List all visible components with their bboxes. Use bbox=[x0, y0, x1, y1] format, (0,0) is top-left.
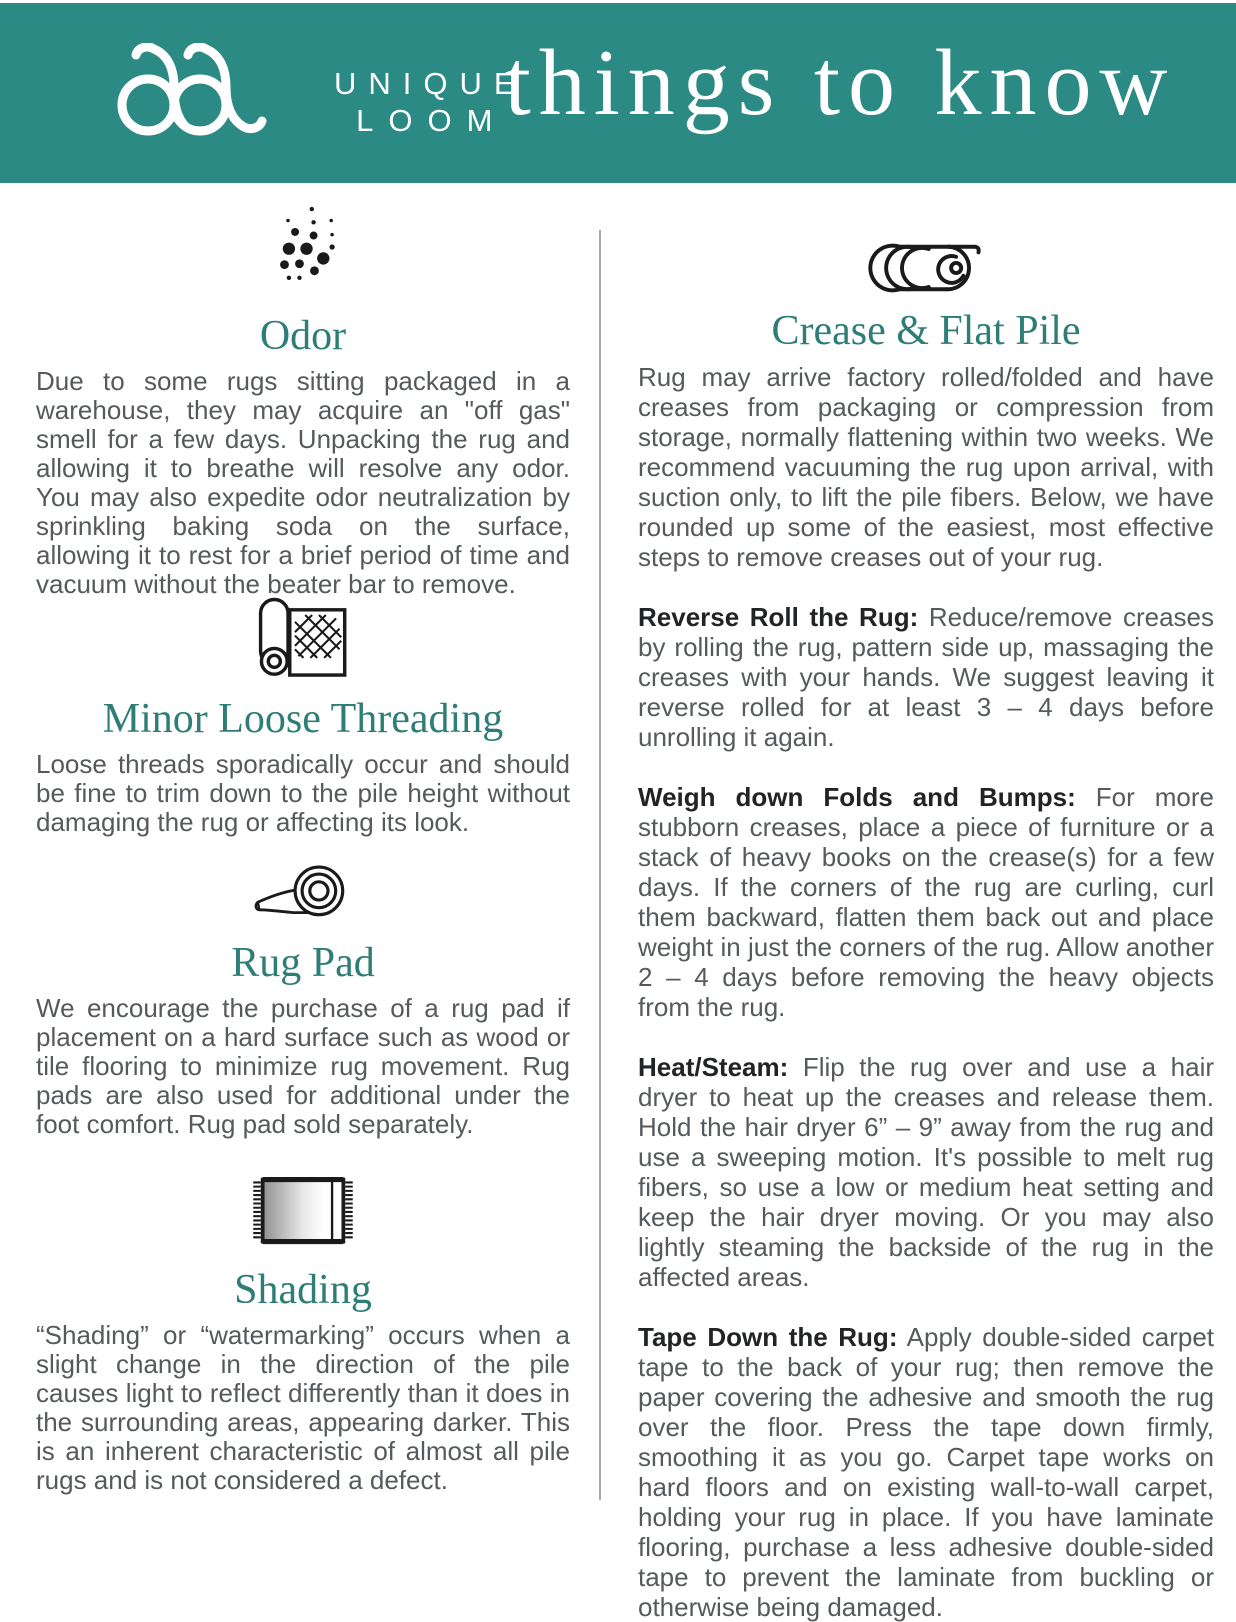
section-body: Due to some rugs sitting packaged in a warehouse, they may acquire an "off gas" smell for a few days. Unpacking the rug and allowing it to breathe will resolve any odor. You may also expedite odor neutralization by sprinkling baking soda on the surface, allowing it to rest for a brief period of time and vacuum without the beater bar to remove. bbox=[36, 366, 570, 599]
rug-pad-roll-icon bbox=[36, 858, 570, 928]
header-banner bbox=[0, 3, 1236, 183]
tip-text: Reduce/remove creases by rolling the rug, pattern side up, massaging the creases with your hands. We suggest leaving it reverse rolled for at least 3 – 4 days before unrolling it again. bbox=[638, 602, 1214, 752]
section-body: We encourage the purchase of a rug pad if placement on a hard surface such as wood or tile flooring to minimize rug movement. Rug pads are also used for additional under the foot comfort. Rug pad sold separately. bbox=[36, 993, 570, 1139]
tip-text: Apply double-sided carpet tape to the back of your rug; then remove the paper covering the adhesive and smooth the rug over the floor. Press the tape down firmly, smoothing it as you go. Carpet tape works on hard floors and on existing wall-to-wall carpet, holding your rug in place. If you have laminate flooring, purchase a less adhesive double-sided tape to prevent the laminate from buckling or otherwise being damaged. bbox=[638, 1322, 1215, 1622]
tip-reverse-roll bbox=[638, 602, 1214, 752]
section-minor-loose-threading bbox=[36, 596, 570, 837]
shaded-rug-icon bbox=[36, 1172, 570, 1251]
section-rug-pad bbox=[36, 858, 570, 1139]
column-divider bbox=[599, 230, 601, 1500]
tip-weigh-down bbox=[638, 782, 1214, 1022]
section-heading: Rug Pad bbox=[231, 940, 375, 986]
section-body: Loose threads sporadically occur and should be fine to trim down to the pile height without damaging the rug or affecting its look. bbox=[36, 749, 570, 837]
unique-loom-monogram-icon bbox=[108, 43, 318, 143]
section-crease-flat-pile bbox=[638, 240, 1214, 1622]
section-odor bbox=[36, 202, 570, 599]
tip-label: Tape Down the Rug: bbox=[638, 1322, 898, 1352]
tip-heat-steam bbox=[638, 1052, 1214, 1292]
brand-line-1: UNIQUE bbox=[334, 66, 527, 101]
section-shading bbox=[36, 1172, 570, 1495]
tip-label: Weigh down Folds and Bumps: bbox=[638, 782, 1076, 812]
tip-label: Reverse Roll the Rug: bbox=[638, 602, 919, 632]
brand-line-2: LOOM bbox=[356, 103, 508, 138]
crease-intro-paragraph: Rug may arrive factory rolled/folded and have creases from packaging or compression from storage, normally flattening within two weeks. We recommend vacuuming the rug upon arrival, with suction only, to lift the pile fibers. Below, we have rounded up some of the easiest, most effective steps to remove creases out of your rug. bbox=[638, 362, 1214, 572]
section-heading: Crease & Flat Pile bbox=[771, 308, 1081, 354]
tip-text: Flip the rug over and use a hair dryer to heat up the creases and release them. Hold the hair dryer 6” – 9” away from the rug and use a sweeping motion. It's possible to melt rug fibers, so use a low or medium heat setting and keep the hair dryer moving. Or you may also lightly steaming the backside of the rug in the affected areas. bbox=[638, 1052, 1215, 1292]
creased-rug-roll-icon bbox=[638, 240, 1214, 296]
tip-text: For more stubborn creases, place a piece of furniture or a stack of heavy books on the crease(s) for a few days. If the corners of the rug are curling, curl them backward, flatten them back out and place weight in just the corners of the rug. Allow another 2 – 4 days before removing the heavy objects from the rug. bbox=[638, 782, 1214, 1022]
section-heading: Shading bbox=[234, 1267, 372, 1313]
section-heading: Minor Loose Threading bbox=[102, 696, 504, 742]
rolled-rug-thread-icon bbox=[36, 596, 570, 682]
section-body: “Shading” or “watermarking” occurs when a slight change in the direction of the pile causes light to reflect differently than it does in the surrounding areas, appearing darker. This is an inherent characteristic of almost all pile rugs and is not considered a defect. bbox=[36, 1320, 570, 1495]
tip-label: Heat/Steam: bbox=[638, 1052, 789, 1082]
tip-tape-down bbox=[638, 1322, 1214, 1622]
section-heading: Odor bbox=[259, 313, 347, 359]
odor-particles-icon bbox=[36, 202, 570, 299]
page-title: things to know bbox=[504, 31, 1176, 135]
